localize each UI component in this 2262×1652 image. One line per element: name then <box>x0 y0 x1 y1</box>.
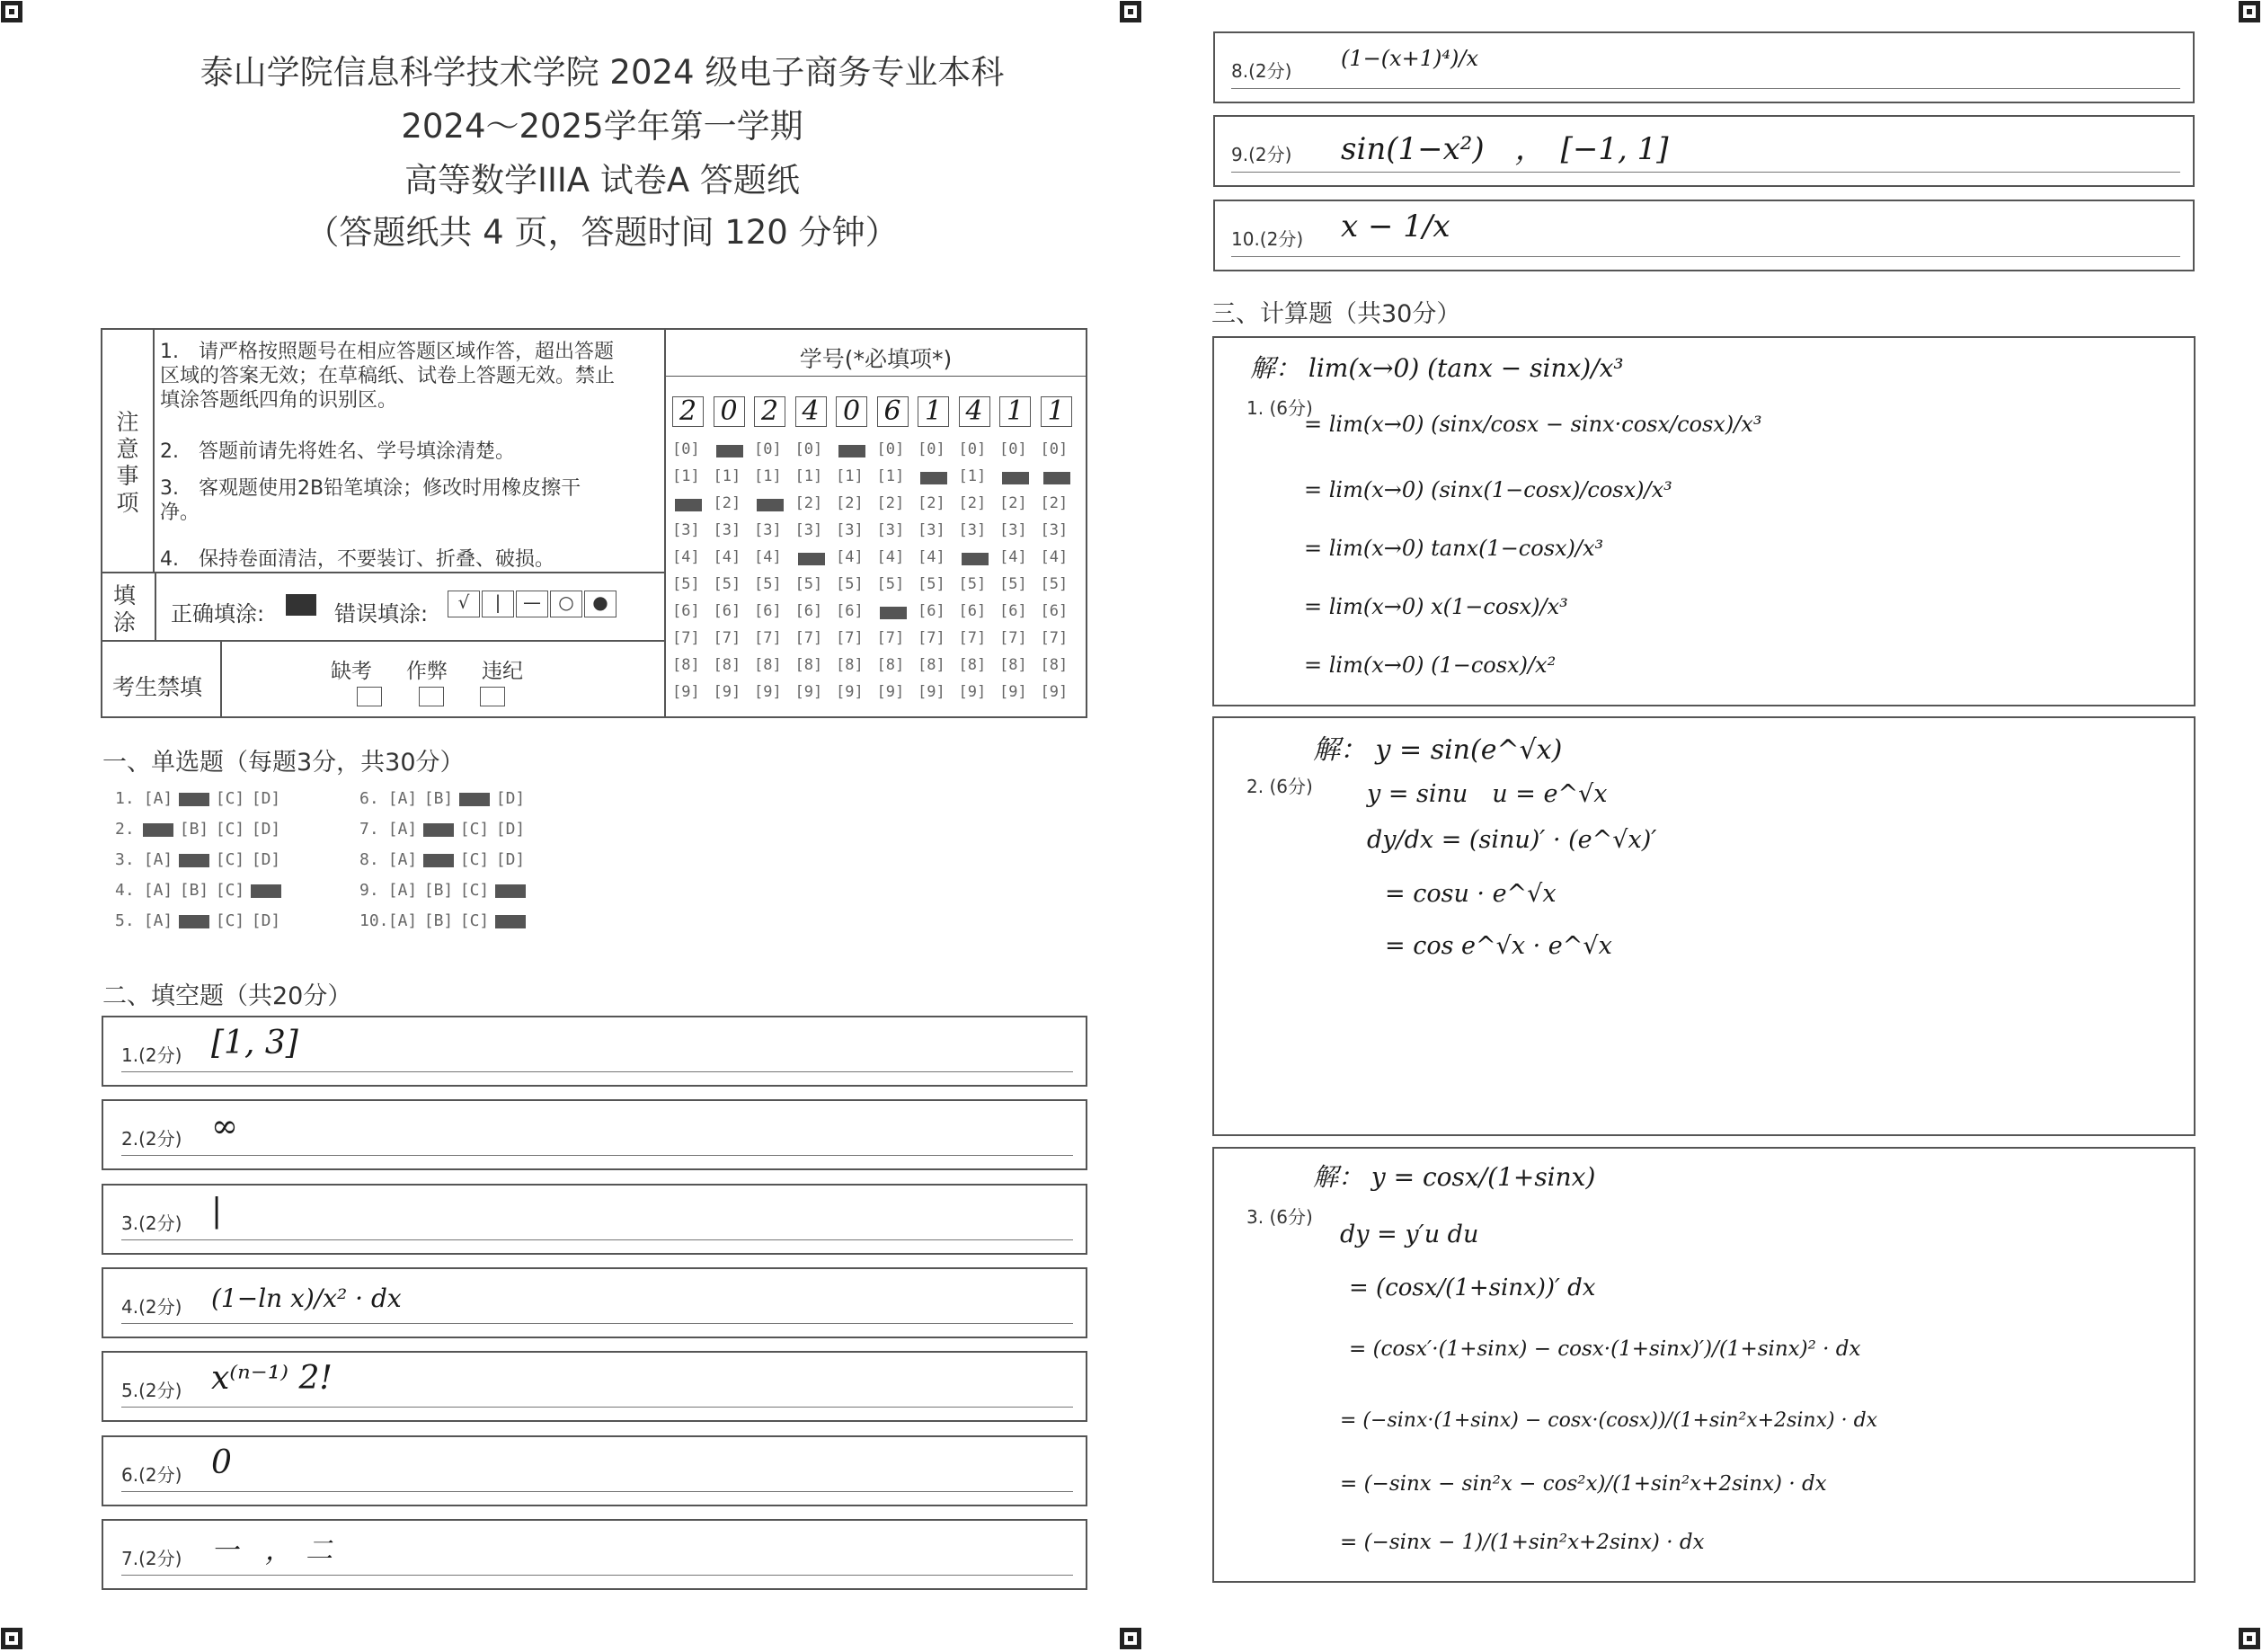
fill-blank-number: 3.(2分) <box>121 1212 182 1234</box>
fill-blank-number: 8.(2分) <box>1231 60 1292 82</box>
fill-blank-2 <box>102 1099 1087 1170</box>
choice-bubble-filled[interactable] <box>179 854 209 867</box>
fill-blank-answer: (1−ln x)/x² · dx <box>211 1283 402 1313</box>
absent-checkbox[interactable] <box>357 687 382 706</box>
choice-bubble[interactable]: [A] <box>387 820 418 839</box>
student-id-digit: 1 <box>918 396 949 427</box>
student-id-bubble-filled[interactable] <box>838 445 865 457</box>
choice-question <box>359 789 528 808</box>
student-id-bubble[interactable]: [2] <box>1040 494 1069 512</box>
choice-bubble[interactable]: [D] <box>251 850 281 869</box>
choice-bubble-filled[interactable] <box>495 884 526 898</box>
corner-mark-icon <box>1119 0 1142 23</box>
choice-question <box>115 850 284 869</box>
page-title: 泰山学院信息科学技术学院 2024 级电子商务专业本科 <box>200 53 1005 92</box>
fill-blank-number: 6.(2分) <box>121 1464 182 1486</box>
section3-title: 三、计算题（共30分） <box>1211 300 1461 328</box>
choice-bubble[interactable]: [A] <box>387 850 418 869</box>
wrong-fill-samples <box>448 591 617 617</box>
choice-number: 5. <box>115 911 135 930</box>
student-id-digit: 1 <box>1041 396 1072 427</box>
exam-title: 高等数学IIIA 试卷A 答题纸 <box>404 161 800 200</box>
choice-bubble[interactable]: [A] <box>387 881 418 900</box>
student-id-bubble[interactable]: [5] <box>918 575 945 593</box>
student-id-bubble[interactable]: [6] <box>1040 602 1069 620</box>
student-id-bubble[interactable]: [4] <box>754 548 782 566</box>
student-id-bubble[interactable]: [1] <box>958 467 987 485</box>
fill-blank-answer: [1, 3] <box>211 1025 298 1061</box>
fill-blank-number: 4.(2分) <box>121 1296 182 1318</box>
calc-question-3 <box>1212 1147 2195 1583</box>
student-id-bubble[interactable]: [2] <box>794 494 823 512</box>
exam-forbid-label: 考生禁填 <box>112 674 203 700</box>
student-id-bubble[interactable]: [1] <box>836 467 864 485</box>
solution-line: = (cosx′·(1+sinx) − cosx·(1+sinx)′)/(1+sinx)² · dx <box>1349 1337 1861 1361</box>
student-id-bubble[interactable]: [9] <box>836 683 864 701</box>
cheat-checkbox[interactable] <box>419 687 444 706</box>
fill-blank-number: 1.(2分) <box>121 1044 182 1066</box>
student-id-bubble-filled[interactable] <box>716 445 743 457</box>
cheat-label: 作弊 <box>406 660 448 683</box>
student-id-bubble[interactable]: [6] <box>672 602 700 620</box>
choice-bubble[interactable]: [D] <box>495 820 526 839</box>
solution-line: = lim(x→0) (1−cosx)/x² <box>1304 653 1557 678</box>
student-id-bubble[interactable]: [4] <box>713 548 741 566</box>
choice-bubble[interactable]: [D] <box>495 850 526 869</box>
choice-bubble-filled[interactable] <box>423 823 454 837</box>
student-id-bubble[interactable]: [9] <box>794 683 823 701</box>
absent-label: 缺考 <box>331 660 372 683</box>
wrong-sample: √ <box>448 591 480 617</box>
choice-bubble[interactable]: [A] <box>387 789 418 808</box>
student-id-bubble[interactable]: [3] <box>713 521 741 539</box>
choice-bubble[interactable]: [A] <box>143 850 173 869</box>
solution-line: = lim(x→0) x(1−cosx)/x³ <box>1304 594 1568 619</box>
correct-fill-label: 正确填涂: <box>171 601 265 626</box>
student-id-bubble[interactable]: [5] <box>794 575 823 593</box>
solution-line: dy = y′u du <box>1340 1221 1479 1248</box>
choice-bubble[interactable]: [C] <box>459 881 490 900</box>
student-id-bubble[interactable]: [3] <box>958 521 987 539</box>
student-id-digit: 0 <box>836 396 867 427</box>
choice-bubble[interactable]: [C] <box>459 820 490 839</box>
student-id-bubble[interactable]: [6] <box>754 602 782 620</box>
fill-blank-answer: (1−(x+1)⁴)/x <box>1341 46 1478 71</box>
corner-mark-icon <box>2238 0 2261 23</box>
student-id-bubble[interactable]: [6] <box>713 602 741 620</box>
student-id-bubble[interactable]: [9] <box>876 683 905 701</box>
student-id-bubble[interactable]: [1] <box>876 467 905 485</box>
student-id-bubble[interactable]: [0] <box>794 440 823 458</box>
fill-blank-answer: sin(1−x²) ， [−1, 1] <box>1341 131 1669 167</box>
choice-bubble-filled[interactable] <box>495 915 526 928</box>
notice-item-1: 1. 请严格按照题号在相应答题区域作答，超出答题区域的答案无效；在草稿纸、试卷上答题无效。禁止填涂答题纸四角的识别区。 <box>160 341 616 412</box>
student-id-bubble[interactable]: [6] <box>999 602 1027 620</box>
student-id-bubble[interactable]: [7] <box>999 629 1027 647</box>
student-id-bubble[interactable]: [6] <box>918 602 945 620</box>
student-id-bubble[interactable]: [8] <box>794 656 823 674</box>
student-id-bubble[interactable]: [5] <box>836 575 864 593</box>
choice-number: 4. <box>115 881 135 900</box>
student-id-bubble[interactable]: [4] <box>672 548 700 566</box>
choice-question <box>359 881 528 900</box>
choice-number: 9. <box>359 881 379 900</box>
choice-bubble[interactable]: [C] <box>459 850 490 869</box>
choice-question <box>115 789 284 808</box>
student-id-bubble[interactable]: [8] <box>754 656 782 674</box>
solution-line: = lim(x→0) (sinx(1−cosx)/cosx)/x³ <box>1304 477 1672 502</box>
student-id-bubble[interactable]: [2] <box>918 494 945 512</box>
student-id-bubble-filled[interactable] <box>675 499 702 511</box>
student-id-bubble[interactable]: [9] <box>713 683 741 701</box>
choice-question <box>115 911 284 930</box>
student-id-bubble[interactable]: [8] <box>876 656 905 674</box>
calc-question-number: 1. (6分) <box>1246 397 1313 419</box>
fill-blank-answer: | <box>211 1193 223 1230</box>
student-id-bubble[interactable]: [1] <box>794 467 823 485</box>
student-id-bubble[interactable]: [1] <box>754 467 782 485</box>
fill-blank-answer: 0 <box>211 1444 232 1481</box>
student-id-bubble[interactable]: [7] <box>794 629 823 647</box>
choice-bubble[interactable]: [B] <box>179 820 209 839</box>
wrong-sample: ○ <box>550 591 582 617</box>
choice-bubble[interactable]: [A] <box>143 789 173 808</box>
solution-line: = cosu · e^√x <box>1385 880 1557 908</box>
choice-bubble-filled[interactable] <box>459 793 490 806</box>
choice-bubble[interactable]: [C] <box>459 911 490 930</box>
solution-line: dy/dx = (sinu)′ · (e^√x)′ <box>1367 826 1657 854</box>
student-id-bubble[interactable]: [0] <box>754 440 782 458</box>
wrong-sample: — <box>516 591 548 617</box>
choice-bubble[interactable]: [D] <box>251 911 281 930</box>
choice-bubble[interactable]: [D] <box>251 820 281 839</box>
choice-bubble[interactable]: [B] <box>423 911 454 930</box>
solution-line: = lim(x→0) tanx(1−cosx)/x³ <box>1304 536 1604 561</box>
fill-blank-number: 10.(2分) <box>1231 228 1304 250</box>
fill-blank-answer: 一 ， 二 <box>211 1535 333 1567</box>
student-id-bubble[interactable]: [7] <box>672 629 700 647</box>
notice-item-2: 2. 答题前请先将姓名、学号填涂清楚。 <box>160 440 515 463</box>
calc-question-number: 2. (6分) <box>1246 776 1313 797</box>
student-id-bubble[interactable]: [9] <box>999 683 1027 701</box>
notice-item-3: 3. 客观题使用2B铅笔填涂；修改时用橡皮擦干净。 <box>160 477 581 524</box>
student-id-bubble[interactable]: [6] <box>958 602 987 620</box>
student-id-bubble[interactable]: [0] <box>876 440 905 458</box>
choice-bubble[interactable]: [C] <box>215 881 245 900</box>
student-id-bubble[interactable]: [7] <box>918 629 945 647</box>
student-id-bubble[interactable]: [4] <box>999 548 1027 566</box>
semester-title: 2024～2025学年第一学期 <box>401 107 803 146</box>
solution-line: = cos e^√x · e^√x <box>1385 932 1612 960</box>
choice-number: 7. <box>359 820 379 839</box>
choice-bubble[interactable]: [B] <box>179 881 209 900</box>
student-id-bubble[interactable]: [5] <box>958 575 987 593</box>
student-id-bubble[interactable]: [3] <box>918 521 945 539</box>
choice-number: 1. <box>115 789 135 808</box>
choice-question <box>115 820 284 839</box>
choice-question <box>359 820 528 839</box>
choice-bubble[interactable]: [A] <box>143 911 173 930</box>
corner-mark-icon <box>2238 1627 2261 1650</box>
student-id-bubble[interactable]: [5] <box>754 575 782 593</box>
section2-title: 二、填空题（共20分） <box>102 982 352 1010</box>
student-id-bubble-filled[interactable] <box>880 607 907 619</box>
student-id-bubble-filled[interactable] <box>798 553 825 565</box>
choice-bubble[interactable]: [B] <box>423 789 454 808</box>
student-id-bubble-filled[interactable] <box>1002 472 1029 484</box>
student-id-bubble[interactable]: [8] <box>958 656 987 674</box>
student-id-bubble[interactable]: [2] <box>999 494 1027 512</box>
student-id-bubble[interactable]: [2] <box>713 494 741 512</box>
student-id-bubble-filled[interactable] <box>962 553 989 565</box>
student-id-bubble[interactable]: [5] <box>713 575 741 593</box>
fill-blank-answer: x − 1/x <box>1341 209 1450 244</box>
fill-blank-number: 5.(2分) <box>121 1380 182 1401</box>
choice-bubble[interactable]: [C] <box>215 850 245 869</box>
student-id-digit: 2 <box>672 396 704 427</box>
student-id-bubble[interactable]: [7] <box>958 629 987 647</box>
student-id-bubble[interactable]: [8] <box>672 656 700 674</box>
notice-item-4: 4. 保持卷面清洁，不要装订、折叠、破损。 <box>160 548 554 571</box>
student-id-bubble[interactable]: [4] <box>836 548 864 566</box>
student-id-bubble[interactable]: [5] <box>999 575 1027 593</box>
choice-question <box>115 881 284 900</box>
student-id-digit: 0 <box>714 396 745 427</box>
student-id-bubble[interactable]: [4] <box>918 548 945 566</box>
student-id-bubble[interactable]: [9] <box>918 683 945 701</box>
student-id-bubble[interactable]: [2] <box>876 494 905 512</box>
exam-info: （答题纸共 4 页，答题时间 120 分钟） <box>306 213 899 252</box>
violation-checkbox[interactable] <box>480 687 505 706</box>
student-id-bubble[interactable]: [0] <box>999 440 1027 458</box>
choice-bubble-filled[interactable] <box>179 793 209 806</box>
choice-bubble-filled[interactable] <box>179 915 209 928</box>
student-id-bubble[interactable]: [5] <box>876 575 905 593</box>
student-id-bubble[interactable]: [8] <box>713 656 741 674</box>
fill-blank-answer: x⁽ⁿ⁻¹⁾ 2! <box>211 1360 333 1397</box>
student-id-bubble[interactable]: [0] <box>1040 440 1069 458</box>
choice-bubble[interactable]: [C] <box>215 911 245 930</box>
fill-blank-number: 9.(2分) <box>1231 144 1292 165</box>
student-id-bubble[interactable]: [9] <box>754 683 782 701</box>
solution-line: = (−sinx − sin²x − cos²x)/(1+sin²x+2sinx) · dx <box>1340 1472 1827 1496</box>
student-id-bubble[interactable]: [4] <box>1040 548 1069 566</box>
violation-label: 违纪 <box>482 660 523 683</box>
student-id-bubble[interactable]: [3] <box>794 521 823 539</box>
fill-blank-10 <box>1213 200 2195 271</box>
choice-bubble-filled[interactable] <box>423 854 454 867</box>
student-id-bubble[interactable]: [4] <box>876 548 905 566</box>
student-id-bubble-filled[interactable] <box>757 499 784 511</box>
calc-question-number: 3. (6分) <box>1246 1206 1313 1228</box>
student-id-bubble[interactable]: [5] <box>1040 575 1069 593</box>
fill-blank-7 <box>102 1519 1087 1590</box>
fill-blank-number: 2.(2分) <box>121 1128 182 1150</box>
fill-blank-9 <box>1213 115 2195 187</box>
student-id-bubble[interactable]: [2] <box>836 494 864 512</box>
student-id-bubble[interactable]: [2] <box>958 494 987 512</box>
student-id-bubble[interactable]: [9] <box>1040 683 1069 701</box>
fill-blank-8 <box>1213 31 2195 103</box>
solution-line: 解： y = sin(e^√x) <box>1313 734 1563 766</box>
student-id-bubble[interactable]: [7] <box>713 629 741 647</box>
student-id-bubble[interactable]: [8] <box>1040 656 1069 674</box>
choice-number: 8. <box>359 850 379 869</box>
student-id-digit: 6 <box>877 396 909 427</box>
student-id-title: 学号(*必填项*) <box>799 346 953 372</box>
student-id-bubble[interactable]: [7] <box>1040 629 1069 647</box>
student-id-bubble[interactable]: [0] <box>672 440 700 458</box>
student-id-bubble[interactable]: [0] <box>918 440 945 458</box>
choice-bubble[interactable]: [D] <box>251 789 281 808</box>
choice-question <box>359 850 528 869</box>
solution-line: 解： y = cosx/(1+sinx) <box>1313 1162 1596 1192</box>
fill-blank-5 <box>102 1351 1087 1422</box>
student-id-bubble[interactable]: [3] <box>876 521 905 539</box>
notice-side-label: 注意事项 <box>116 409 139 516</box>
student-id-bubble-filled[interactable] <box>920 472 947 484</box>
solution-line: 解： lim(x→0) (tanx − sinx)/x³ <box>1250 353 1624 383</box>
student-id-bubble[interactable]: [7] <box>754 629 782 647</box>
calc-question-1 <box>1212 336 2195 706</box>
student-id-bubble[interactable]: [6] <box>836 602 864 620</box>
section1-title: 一、单选题（每题3分，共30分） <box>102 749 465 777</box>
student-id-bubble[interactable]: [7] <box>876 629 905 647</box>
student-id-bubble[interactable]: [5] <box>672 575 700 593</box>
student-id-digit: 1 <box>999 396 1031 427</box>
fill-blank-3 <box>102 1184 1087 1255</box>
correct-fill-sample <box>286 594 316 616</box>
student-id-bubble[interactable]: [0] <box>958 440 987 458</box>
student-id-bubble[interactable]: [9] <box>672 683 700 701</box>
choice-bubble[interactable]: [A] <box>143 881 173 900</box>
choice-number: 3. <box>115 850 135 869</box>
wrong-sample: ● <box>584 591 617 617</box>
student-id-digit: 4 <box>959 396 990 427</box>
choice-bubble[interactable]: [C] <box>215 820 245 839</box>
student-id-bubble[interactable]: [1] <box>713 467 741 485</box>
calc-question-2 <box>1212 716 2195 1136</box>
solution-line: = (−sinx − 1)/(1+sin²x+2sinx) · dx <box>1340 1531 1705 1554</box>
corner-mark-icon <box>0 0 23 23</box>
student-id-bubble[interactable]: [3] <box>754 521 782 539</box>
wrong-sample: | <box>482 591 514 617</box>
choice-bubble-filled[interactable] <box>143 823 173 837</box>
student-id-bubble[interactable]: [9] <box>958 683 987 701</box>
solution-line: = (−sinx·(1+sinx) − cosx·(cosx))/(1+sin²x+2sinx) · dx <box>1340 1409 1878 1432</box>
fill-blank-1 <box>102 1016 1087 1087</box>
student-id-digit: 4 <box>795 396 827 427</box>
wrong-fill-label: 错误填涂: <box>334 601 429 626</box>
solution-line: y = sinu u = e^√x <box>1367 780 1608 808</box>
fill-blank-answer: ∞ <box>211 1108 238 1145</box>
student-id-bubble[interactable]: [6] <box>794 602 823 620</box>
student-id-bubble[interactable]: [8] <box>918 656 945 674</box>
student-id-bubble[interactable]: [3] <box>1040 521 1069 539</box>
fill-blank-6 <box>102 1435 1087 1506</box>
fill-label: 填涂 <box>113 582 137 635</box>
choice-question <box>359 911 528 930</box>
student-id-bubble[interactable]: [8] <box>999 656 1027 674</box>
corner-mark-icon <box>0 1627 23 1650</box>
choice-bubble[interactable]: [B] <box>423 881 454 900</box>
choice-bubble[interactable]: [C] <box>215 789 245 808</box>
student-id-bubble-filled[interactable] <box>1043 472 1070 484</box>
choice-bubble[interactable]: [D] <box>495 789 526 808</box>
fill-blank-4 <box>102 1267 1087 1338</box>
student-id-bubble[interactable]: [3] <box>672 521 700 539</box>
solution-line: = (cosx/(1+sinx))′ dx <box>1349 1275 1596 1301</box>
corner-mark-icon <box>1119 1627 1142 1650</box>
choice-bubble-filled[interactable] <box>251 884 281 898</box>
student-id-bubble[interactable]: [1] <box>672 467 700 485</box>
student-id-bubble[interactable]: [8] <box>836 656 864 674</box>
choice-number: 6. <box>359 789 379 808</box>
fill-blank-number: 7.(2分) <box>121 1548 182 1569</box>
student-id-bubble[interactable]: [7] <box>836 629 864 647</box>
choice-number: 2. <box>115 820 135 839</box>
student-id-bubble[interactable]: [3] <box>836 521 864 539</box>
solution-line: = lim(x→0) (sinx/cosx − sinx·cosx/cosx)/x³ <box>1304 412 1762 437</box>
choice-bubble[interactable]: [A] <box>387 911 418 930</box>
choice-number: 10. <box>359 911 389 930</box>
student-id-bubble[interactable]: [3] <box>999 521 1027 539</box>
student-id-digit: 2 <box>754 396 785 427</box>
